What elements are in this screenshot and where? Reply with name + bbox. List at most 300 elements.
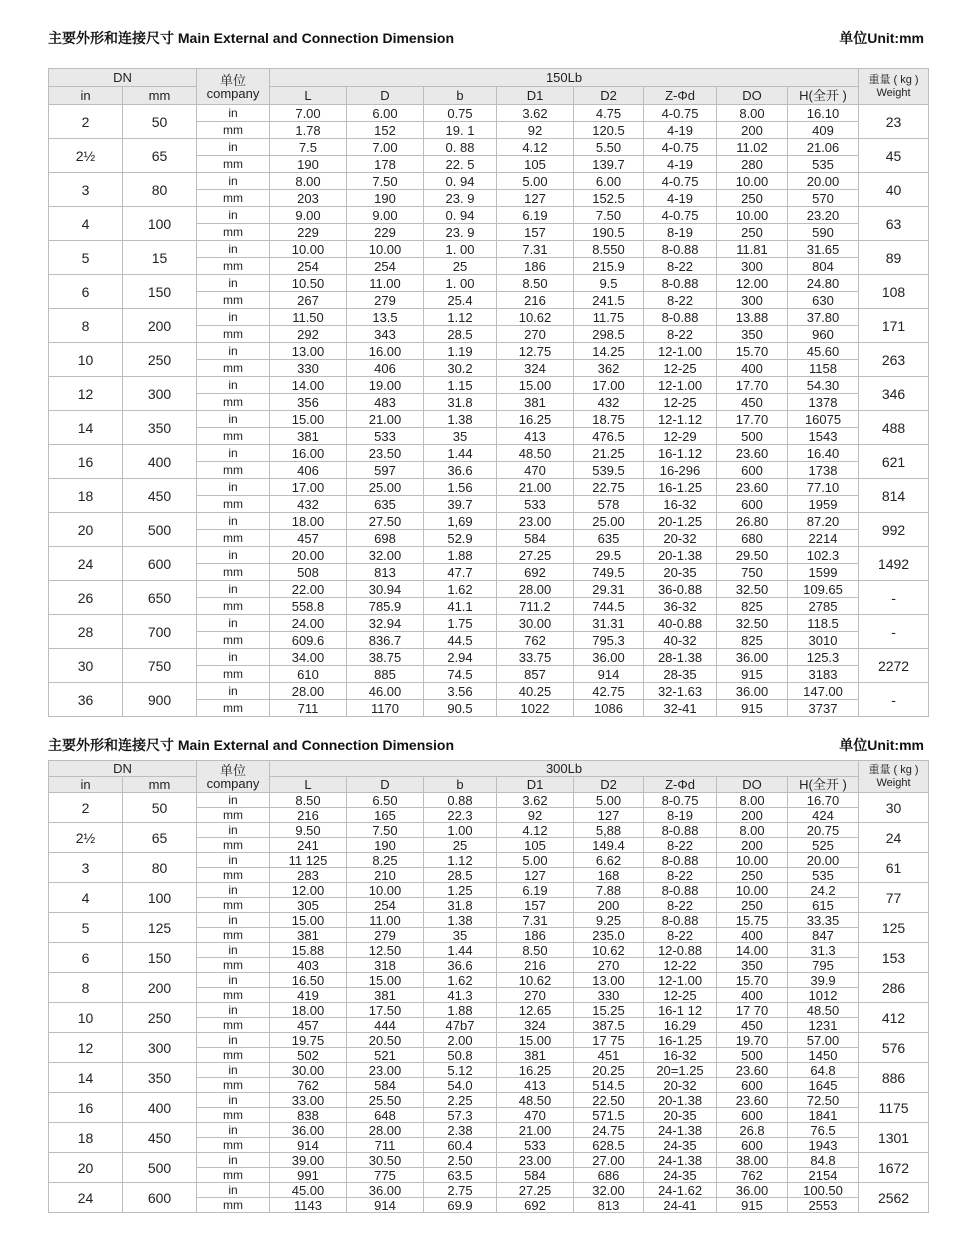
value-cell: 10.62: [574, 943, 644, 958]
unit-in-cell: in: [197, 479, 270, 496]
value-cell: 52.9: [424, 530, 497, 547]
value-cell: 1645: [788, 1078, 859, 1093]
col-do-header: DO: [717, 87, 788, 105]
weight-cell: 77: [859, 883, 929, 913]
value-cell: 1.56: [424, 479, 497, 496]
weight-cell: 488: [859, 411, 929, 445]
value-cell: 10.62: [497, 973, 574, 988]
size-in-cell: 24: [49, 547, 123, 581]
size-mm-cell: 450: [123, 1123, 197, 1153]
weight-cell: 286: [859, 973, 929, 1003]
value-cell: 29.31: [574, 581, 644, 598]
size-mm-cell: 350: [123, 411, 197, 445]
value-cell: 8-22: [644, 928, 717, 943]
value-cell: 24.80: [788, 275, 859, 292]
value-cell: 87.20: [788, 513, 859, 530]
value-cell: 84.8: [788, 1153, 859, 1168]
value-cell: 24.2: [788, 883, 859, 898]
weight-cell: 30: [859, 793, 929, 823]
value-cell: 270: [497, 326, 574, 343]
value-cell: 318: [347, 958, 424, 973]
value-cell: 39.00: [270, 1153, 347, 1168]
value-cell: 1012: [788, 988, 859, 1003]
value-cell: 1.19: [424, 343, 497, 360]
value-cell: 152.5: [574, 190, 644, 207]
value-cell: 17 75: [574, 1033, 644, 1048]
value-cell: 250: [717, 190, 788, 207]
value-cell: 4.12: [497, 823, 574, 838]
col-h-header: H(全开 ): [788, 777, 859, 793]
value-cell: 15.00: [497, 1033, 574, 1048]
value-cell: 250: [717, 898, 788, 913]
unit-mm-cell: mm: [197, 958, 270, 973]
value-cell: 680: [717, 530, 788, 547]
value-cell: 570: [788, 190, 859, 207]
value-cell: 6.19: [497, 883, 574, 898]
value-cell: 8-22: [644, 292, 717, 309]
size-mm-cell: 50: [123, 793, 197, 823]
value-cell: 432: [574, 394, 644, 411]
weight-cell: 1672: [859, 1153, 929, 1183]
unit-in-cell: in: [197, 139, 270, 156]
value-cell: 0. 94: [424, 207, 497, 224]
value-cell: 785.9: [347, 598, 424, 615]
weight-cell: 125: [859, 913, 929, 943]
value-cell: 1,69: [424, 513, 497, 530]
value-cell: 24-1.38: [644, 1123, 717, 1138]
col-d1-header: D1: [497, 87, 574, 105]
value-cell: 280: [717, 156, 788, 173]
value-cell: 350: [717, 326, 788, 343]
col-b-header: b: [424, 87, 497, 105]
value-cell: 600: [717, 1138, 788, 1153]
value-cell: 19. 1: [424, 122, 497, 139]
table-row: [49, 973, 929, 988]
value-cell: 300: [717, 258, 788, 275]
value-cell: 12-22: [644, 958, 717, 973]
value-cell: 20.00: [788, 853, 859, 868]
value-cell: 12-0.88: [644, 943, 717, 958]
value-cell: 1841: [788, 1108, 859, 1123]
value-cell: 744.5: [574, 598, 644, 615]
value-cell: 381: [347, 988, 424, 1003]
col-zd-header: Z-Φd: [644, 87, 717, 105]
value-cell: 470: [497, 1108, 574, 1123]
unit-in-cell: in: [197, 913, 270, 928]
value-cell: 915: [717, 700, 788, 717]
value-cell: 18.00: [270, 513, 347, 530]
value-cell: 26.80: [717, 513, 788, 530]
value-cell: 283: [270, 868, 347, 883]
value-cell: 139.7: [574, 156, 644, 173]
value-cell: 178: [347, 156, 424, 173]
unit-mm-cell: mm: [197, 1048, 270, 1063]
value-cell: 711: [347, 1138, 424, 1153]
size-mm-cell: 300: [123, 377, 197, 411]
value-cell: 168: [574, 868, 644, 883]
size-mm-cell: 50: [123, 105, 197, 139]
value-cell: 47.7: [424, 564, 497, 581]
value-cell: 31.3: [788, 943, 859, 958]
value-cell: 16.29: [644, 1018, 717, 1033]
value-cell: 76.5: [788, 1123, 859, 1138]
value-cell: 18.75: [574, 411, 644, 428]
value-cell: 32.00: [574, 1183, 644, 1198]
value-cell: 32-1.63: [644, 683, 717, 700]
value-cell: 20-32: [644, 1078, 717, 1093]
value-cell: 8.00: [717, 823, 788, 838]
value-cell: 1.12: [424, 853, 497, 868]
size-mm-cell: 900: [123, 683, 197, 717]
value-cell: 25.00: [347, 479, 424, 496]
value-cell: 13.00: [574, 973, 644, 988]
value-cell: 39.7: [424, 496, 497, 513]
value-cell: 29.50: [717, 547, 788, 564]
size-in-cell: 8: [49, 309, 123, 343]
size-mm-cell: 15: [123, 241, 197, 275]
value-cell: 12.65: [497, 1003, 574, 1018]
value-cell: 590: [788, 224, 859, 241]
value-cell: 30.2: [424, 360, 497, 377]
unit-mm-cell: mm: [197, 292, 270, 309]
weight-cell: 1492: [859, 547, 929, 581]
value-cell: 9.00: [270, 207, 347, 224]
value-cell: 16.00: [270, 445, 347, 462]
value-cell: 10.00: [347, 241, 424, 258]
unit-mm-cell: mm: [197, 1108, 270, 1123]
value-cell: 28.00: [270, 683, 347, 700]
unit-mm-cell: mm: [197, 700, 270, 717]
size-in-cell: 30: [49, 649, 123, 683]
value-cell: 50.8: [424, 1048, 497, 1063]
unit-in-cell: in: [197, 1123, 270, 1138]
size-mm-cell: 500: [123, 1153, 197, 1183]
value-cell: 31.31: [574, 615, 644, 632]
value-cell: 8-0.88: [644, 309, 717, 326]
value-cell: 1170: [347, 700, 424, 717]
weight-cell: 621: [859, 445, 929, 479]
value-cell: 1231: [788, 1018, 859, 1033]
value-cell: 27.25: [497, 547, 574, 564]
value-cell: 22.00: [270, 581, 347, 598]
value-cell: 4-19: [644, 122, 717, 139]
section-title-300lb: 主要外形和连接尺寸 Main External and Connection Dimension: [48, 737, 455, 753]
unit-mm-cell: mm: [197, 808, 270, 823]
size-in-cell: 28: [49, 615, 123, 649]
weight-cell: 153: [859, 943, 929, 973]
value-cell: 1.12: [424, 309, 497, 326]
value-cell: 825: [717, 598, 788, 615]
value-cell: 23.50: [347, 445, 424, 462]
value-cell: 847: [788, 928, 859, 943]
value-cell: 8.550: [574, 241, 644, 258]
value-cell: 3737: [788, 700, 859, 717]
value-cell: 12-1.12: [644, 411, 717, 428]
value-cell: 521: [347, 1048, 424, 1063]
value-cell: 16.70: [788, 793, 859, 808]
value-cell: 502: [270, 1048, 347, 1063]
value-cell: 432: [270, 496, 347, 513]
value-cell: 8-19: [644, 808, 717, 823]
value-cell: 25: [424, 258, 497, 275]
value-cell: 795.3: [574, 632, 644, 649]
value-cell: 470: [497, 462, 574, 479]
value-cell: 419: [270, 988, 347, 1003]
size-mm-cell: 200: [123, 973, 197, 1003]
size-mm-cell: 500: [123, 513, 197, 547]
value-cell: 406: [270, 462, 347, 479]
weight-cell: 63: [859, 207, 929, 241]
value-cell: 20=1.25: [644, 1063, 717, 1078]
value-cell: 813: [574, 1198, 644, 1213]
weight-cell: 1175: [859, 1093, 929, 1123]
value-cell: 25.4: [424, 292, 497, 309]
value-cell: 16-32: [644, 1048, 717, 1063]
value-cell: 33.75: [497, 649, 574, 666]
weight-cell: 23: [859, 105, 929, 139]
value-cell: 250: [717, 224, 788, 241]
dn-header: DN: [49, 69, 197, 87]
mm-header: mm: [123, 777, 197, 793]
value-cell: 22.50: [574, 1093, 644, 1108]
value-cell: 10.62: [497, 309, 574, 326]
value-cell: 514.5: [574, 1078, 644, 1093]
unit-mm-cell: mm: [197, 258, 270, 275]
value-cell: 254: [347, 258, 424, 275]
value-cell: 6.19: [497, 207, 574, 224]
value-cell: 1158: [788, 360, 859, 377]
value-cell: 42.75: [574, 683, 644, 700]
col-b-header: b: [424, 777, 497, 793]
unit-mm-cell: mm: [197, 868, 270, 883]
weight-cell: 2562: [859, 1183, 929, 1213]
value-cell: 48.50: [497, 445, 574, 462]
value-cell: 3183: [788, 666, 859, 683]
value-cell: 254: [270, 258, 347, 275]
value-cell: 914: [574, 666, 644, 683]
value-cell: 36.00: [717, 683, 788, 700]
size-in-cell: 20: [49, 513, 123, 547]
weight-cell: -: [859, 683, 929, 717]
value-cell: 279: [347, 292, 424, 309]
value-cell: 330: [574, 988, 644, 1003]
value-cell: 20.75: [788, 823, 859, 838]
size-in-cell: 4: [49, 207, 123, 241]
size-in-cell: 2: [49, 793, 123, 823]
value-cell: 10.00: [717, 173, 788, 190]
value-cell: 28.5: [424, 868, 497, 883]
value-cell: 40.25: [497, 683, 574, 700]
class-header: 150Lb: [270, 69, 859, 87]
table-row: [49, 105, 929, 122]
unit-in-cell: in: [197, 581, 270, 598]
value-cell: 7.31: [497, 913, 574, 928]
unit-in-cell: in: [197, 173, 270, 190]
unit-in-cell: in: [197, 275, 270, 292]
value-cell: 5.00: [497, 173, 574, 190]
value-cell: 915: [717, 666, 788, 683]
value-cell: 539.5: [574, 462, 644, 479]
value-cell: 190: [270, 156, 347, 173]
value-cell: 190.5: [574, 224, 644, 241]
value-cell: 698: [347, 530, 424, 547]
unit-in-cell: in: [197, 649, 270, 666]
value-cell: 12-1.00: [644, 343, 717, 360]
value-cell: 8.25: [347, 853, 424, 868]
value-cell: 147.00: [788, 683, 859, 700]
value-cell: 2785: [788, 598, 859, 615]
value-cell: 36.6: [424, 958, 497, 973]
value-cell: 30.00: [497, 615, 574, 632]
unit-in-cell: in: [197, 1183, 270, 1198]
value-cell: 8-0.88: [644, 241, 717, 258]
unit-mm-cell: mm: [197, 598, 270, 615]
value-cell: 36.00: [717, 649, 788, 666]
value-cell: 838: [270, 1108, 347, 1123]
value-cell: 10.00: [717, 207, 788, 224]
size-in-cell: 18: [49, 479, 123, 513]
value-cell: 215.9: [574, 258, 644, 275]
value-cell: 17.00: [574, 377, 644, 394]
value-cell: 7.5: [270, 139, 347, 156]
value-cell: 16.10: [788, 105, 859, 122]
value-cell: 1599: [788, 564, 859, 581]
value-cell: 305: [270, 898, 347, 913]
col-l-header: L: [270, 87, 347, 105]
value-cell: 190: [347, 190, 424, 207]
value-cell: 229: [347, 224, 424, 241]
value-cell: 3.62: [497, 793, 574, 808]
value-cell: 813: [347, 564, 424, 581]
value-cell: 105: [497, 156, 574, 173]
value-cell: 16-1.12: [644, 445, 717, 462]
unit-in-cell: in: [197, 683, 270, 700]
value-cell: 30.50: [347, 1153, 424, 1168]
unit-mm-cell: mm: [197, 190, 270, 207]
value-cell: 5.00: [574, 793, 644, 808]
table-row: [49, 1033, 929, 1048]
dimension-table-150lb: [48, 68, 929, 717]
value-cell: 1.78: [270, 122, 347, 139]
table-row: [49, 309, 929, 326]
value-cell: 1450: [788, 1048, 859, 1063]
value-cell: 0. 94: [424, 173, 497, 190]
value-cell: 125.3: [788, 649, 859, 666]
value-cell: 762: [717, 1168, 788, 1183]
table-row: [49, 1063, 929, 1078]
unit-in-cell: in: [197, 1063, 270, 1078]
value-cell: 10.00: [717, 883, 788, 898]
value-cell: 7.88: [574, 883, 644, 898]
value-cell: 19.75: [270, 1033, 347, 1048]
table-row: [49, 913, 929, 928]
value-cell: 45.60: [788, 343, 859, 360]
size-in-cell: 10: [49, 343, 123, 377]
value-cell: 16-32: [644, 496, 717, 513]
value-cell: 387.5: [574, 1018, 644, 1033]
value-cell: 1.62: [424, 581, 497, 598]
value-cell: 535: [788, 156, 859, 173]
value-cell: 1.75: [424, 615, 497, 632]
value-cell: 21.00: [497, 1123, 574, 1138]
value-cell: 584: [497, 1168, 574, 1183]
value-cell: 20-1.38: [644, 547, 717, 564]
unit-in-cell: in: [197, 343, 270, 360]
value-cell: 686: [574, 1168, 644, 1183]
size-in-cell: 18: [49, 1123, 123, 1153]
size-mm-cell: 250: [123, 1003, 197, 1033]
value-cell: 149.4: [574, 838, 644, 853]
value-cell: 6.00: [574, 173, 644, 190]
value-cell: 16.25: [497, 1063, 574, 1078]
value-cell: 270: [497, 988, 574, 1003]
value-cell: 24-35: [644, 1168, 717, 1183]
value-cell: 17.70: [717, 377, 788, 394]
size-in-cell: 4: [49, 883, 123, 913]
unit-in-cell: in: [197, 1153, 270, 1168]
size-in-cell: 3: [49, 173, 123, 207]
table-row: [49, 943, 929, 958]
value-cell: 17.70: [717, 411, 788, 428]
value-cell: 28.00: [497, 581, 574, 598]
table-row: [49, 207, 929, 224]
unit-mm-cell: mm: [197, 1078, 270, 1093]
weight-cell: 89: [859, 241, 929, 275]
value-cell: 34.00: [270, 649, 347, 666]
value-cell: 609.6: [270, 632, 347, 649]
size-in-cell: 12: [49, 1033, 123, 1063]
value-cell: 5.50: [574, 139, 644, 156]
value-cell: 381: [497, 1048, 574, 1063]
value-cell: 9.00: [347, 207, 424, 224]
col-zd-header: Z-Φd: [644, 777, 717, 793]
value-cell: 1.38: [424, 913, 497, 928]
value-cell: 186: [497, 928, 574, 943]
value-cell: 33.00: [270, 1093, 347, 1108]
size-in-cell: 2: [49, 105, 123, 139]
value-cell: 1.25: [424, 883, 497, 898]
value-cell: 18.00: [270, 1003, 347, 1018]
value-cell: 8-0.88: [644, 823, 717, 838]
value-cell: 77.10: [788, 479, 859, 496]
value-cell: 0.75: [424, 105, 497, 122]
size-mm-cell: 650: [123, 581, 197, 615]
table-row: [49, 343, 929, 360]
value-cell: 8-22: [644, 898, 717, 913]
value-cell: 60.4: [424, 1138, 497, 1153]
value-cell: 48.50: [788, 1003, 859, 1018]
value-cell: 836.7: [347, 632, 424, 649]
value-cell: 584: [497, 530, 574, 547]
value-cell: 406: [347, 360, 424, 377]
weight-cell: 886: [859, 1063, 929, 1093]
value-cell: 23.60: [717, 1063, 788, 1078]
value-cell: 8-0.88: [644, 913, 717, 928]
table-row: [49, 513, 929, 530]
size-in-cell: 16: [49, 1093, 123, 1123]
unit-mm-cell: mm: [197, 632, 270, 649]
value-cell: 40-32: [644, 632, 717, 649]
value-cell: 235.0: [574, 928, 644, 943]
value-cell: 350: [717, 958, 788, 973]
value-cell: 210: [347, 868, 424, 883]
value-cell: 9.25: [574, 913, 644, 928]
weight-cell: 2272: [859, 649, 929, 683]
value-cell: 533: [497, 496, 574, 513]
table-row: [49, 823, 929, 838]
value-cell: 36-0.88: [644, 581, 717, 598]
value-cell: 20-32: [644, 530, 717, 547]
